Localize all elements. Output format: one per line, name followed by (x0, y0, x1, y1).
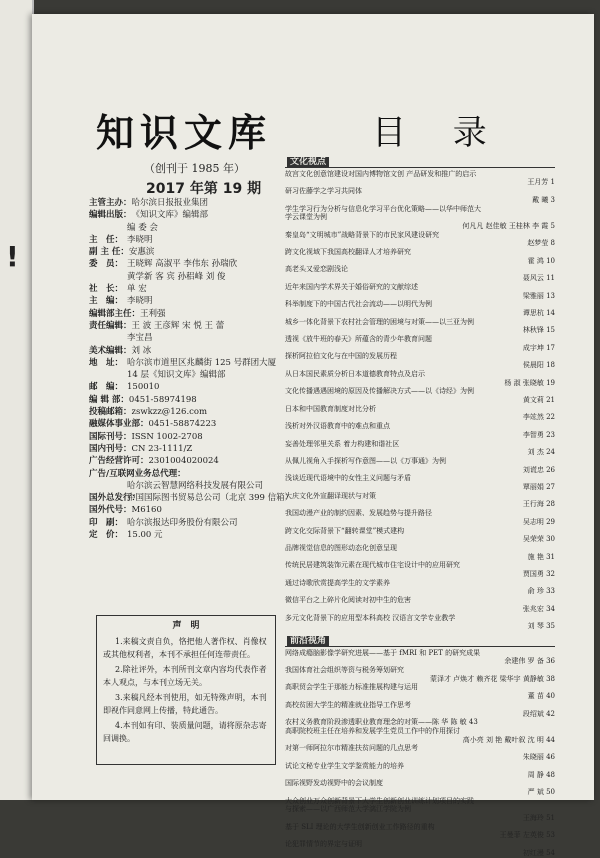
toc-entry-author-page: 张兆宏 34 (522, 604, 555, 613)
toc-entry-author-page: 王海玲 51 (522, 814, 555, 823)
toc-entry[interactable] (285, 187, 555, 204)
info-row (89, 209, 289, 221)
info-value: 安惠滨 (128, 247, 155, 258)
notice-item: 4.本刊如有印、装质量问题，请将原杂志寄回调换。 (103, 721, 267, 743)
info-value: 150010 (127, 382, 160, 393)
toc-entry[interactable] (285, 248, 555, 265)
info-key: 主管主办： (89, 198, 132, 208)
info-key: 融媒体事业部： (89, 419, 149, 430)
toc-entry-author-page: 吴志明 29 (522, 517, 555, 526)
toc-entry-title: 多元文化背景下的应用型本科高校 汉语言文学专业教学 (285, 613, 456, 622)
info-row (89, 295, 289, 307)
info-key: 主 任： (89, 234, 124, 245)
toc-title: 目 录 (372, 113, 505, 153)
toc-entry[interactable] (285, 805, 555, 822)
section-name: 文化视点 (287, 157, 329, 167)
toc-entry[interactable] (285, 170, 555, 187)
toc-entry[interactable] (285, 370, 555, 379)
toc-entry-author-page: 李智勇 23 (522, 430, 555, 439)
toc-entry-author-page: 余建伟 罗 备 36 (504, 657, 555, 666)
toc-entry-title: 大庆文化外宣翻译现状与对策 (285, 491, 376, 500)
toc-entry-author-page: 何凡凡 赵佳敏 王桂林 李 霞 5 (462, 221, 555, 230)
toc-entry-title: 跨文化视域下我国高校翻译人才培养研究 (285, 248, 411, 257)
toc-entry-title: 学云课堂为例 (285, 213, 327, 222)
info-key: 美术编辑： (89, 345, 132, 356)
toc-entry-title: 探析阿拉伯文化与在中国的发展历程 (285, 352, 397, 361)
toc-entry-author-page: 严 斌 50 (527, 787, 555, 796)
info-key: 定 价： (89, 530, 124, 541)
toc-entry[interactable] (285, 657, 555, 666)
info-value: 黄学新 客 宾 孙稆峰 刘 俊 (127, 271, 226, 282)
info-value: 刘 冰 (131, 345, 152, 356)
toc-entry-title: 试论文秘专业学生文学鉴赏能力的培养 (285, 761, 404, 770)
toc-entry[interactable] (285, 213, 555, 230)
toc-entry-author-page: 赵梦莹 8 (527, 239, 555, 248)
info-key: 编辑部主任： (89, 308, 141, 319)
info-key: 社 长： (89, 284, 124, 295)
toc-entry-title: 日本和中国教育制度对比分析 (285, 404, 376, 413)
info-row (89, 504, 289, 516)
toc-entry[interactable] (285, 405, 555, 422)
toc-entry[interactable] (285, 596, 555, 613)
toc-entry[interactable] (285, 283, 555, 300)
info-value: 王利强 (140, 308, 166, 319)
toc-entry-title: 我国动漫产业的制约因素、发展趋势与提升路径 (285, 509, 432, 518)
toc-entry-title: 城乡一体化背景下农村社会管理的困境与对策——以三亚为例 (285, 317, 474, 326)
toc-entry-author-page: 吴荣荣 30 (522, 535, 555, 544)
info-value: 0451-58974198 (128, 394, 197, 405)
toc-entry-title: 科举制度下的中国古代社会流动——以明代为例 (285, 300, 432, 309)
toc-entry-title: 大众创业万众创新背景下大学生创新创业训练计划项目的实践 (285, 796, 474, 805)
toc-entry[interactable] (285, 744, 555, 761)
info-value: 李晓明 (127, 234, 153, 245)
info-key: 印 刷： (89, 517, 124, 528)
info-key: 主 编： (89, 296, 124, 307)
toc-entry-title: 学生学习行为分析与信息化学习平台优化策略——以华中师范大 (285, 204, 481, 213)
info-value: 李宝昌 (127, 333, 153, 344)
info-value: CN 23-1111/Z (131, 443, 193, 454)
toc-entry-author-page: 刘谎忠 26 (522, 465, 555, 474)
info-row (89, 443, 289, 455)
toc-entry-title: 高老头又爱恋剧浅论 (285, 265, 348, 274)
info-row (89, 517, 289, 529)
info-value: 0451-58874223 (148, 419, 217, 430)
toc-entry[interactable] (285, 396, 555, 405)
info-value: 编 委 会 (127, 222, 158, 233)
toc-entry-title: 与探索——以广西师范大学漓江学院为例 (285, 805, 411, 814)
toc-entry[interactable] (285, 736, 555, 745)
toc-entry-title: 近年来国内学术界关于婚俗研究的文献综述 (285, 282, 418, 291)
toc-entry[interactable] (285, 352, 555, 369)
toc-entry[interactable] (285, 300, 555, 317)
info-key (89, 332, 127, 344)
info-value: 哈尔滨云智慧网络科技发展有限公司 (127, 480, 264, 491)
toc-entry-title: 高职院校班主任在培养和发展学生党员工作中的作用探讨 (285, 727, 460, 735)
toc-entry[interactable] (285, 509, 555, 526)
info-value: zswkzz@126.com (131, 407, 208, 418)
info-row (89, 345, 289, 357)
info-row (89, 308, 289, 320)
toc-entry-title: 我国体育社会组织等资与税务筹划研究 (285, 666, 404, 675)
info-row (89, 369, 289, 381)
toc-entry-title: 从日本国民素质分析日本道德教育特点及启示 (285, 369, 425, 378)
notice-title: 声 明 (172, 621, 200, 631)
info-value: 李晓明 (127, 296, 153, 307)
toc-entry-title: 秦皇岛“文明城市”战略背景下的市民家风建设研究 (285, 230, 440, 239)
toc-entry[interactable] (285, 701, 555, 718)
toc-entry-author-page: 董 苗 40 (527, 692, 555, 701)
toc-entry-title: 文化传播遇遇困境的原因及传播解决方式——以《诗经》为例 (285, 387, 474, 396)
toc-entry[interactable] (285, 205, 555, 214)
toc-entry[interactable] (285, 422, 555, 439)
info-key: 邮 编： (89, 382, 124, 393)
toc-entry-title: 传统民居建筑装饰元素在现代城市住宅设计中的应用研究 (285, 561, 460, 570)
info-key: 副 主 任： (89, 247, 129, 258)
toc-entry-author-page: 蒙泽才 卢焕才 赖齐花 梁华宇 黄静敏 38 (429, 674, 555, 683)
toc-entry[interactable] (285, 318, 555, 327)
info-key: 国外总发行： (89, 493, 141, 504)
info-key (89, 222, 127, 234)
info-row (89, 332, 289, 344)
info-key: 编辑出版： (89, 210, 132, 221)
toc-entry[interactable] (285, 474, 555, 491)
info-value: 王晓辉 高淑平 李伟东 孙瑞欣 (127, 259, 238, 270)
info-key: 国际刊号： (89, 431, 132, 442)
info-row (89, 197, 289, 209)
info-row (89, 406, 289, 418)
notice-item: 2.除社评外，本刊所刊文章内容均代表作者本人观点，与本刊立场无关。 (103, 665, 267, 687)
toc-entry-author-page: 谭思杭 14 (522, 308, 555, 317)
info-key: 国外代号： (89, 505, 132, 516)
toc-entry[interactable] (285, 492, 555, 509)
toc-entry[interactable] (285, 457, 555, 474)
info-row (89, 283, 289, 295)
toc-entry-author-page: 霍 鸿 10 (527, 256, 555, 265)
info-row (89, 431, 289, 443)
toc-entry-author-page: 王曼菲 左英俊 53 (499, 831, 555, 840)
toc-entry[interactable] (285, 622, 555, 631)
toc-entry-title: 微信平台之上碎片化阅读对初中生的危害 (285, 596, 411, 605)
info-key (89, 369, 127, 381)
info-value: 15.00 元 (127, 530, 163, 541)
info-row (89, 492, 294, 504)
info-row (89, 381, 289, 393)
info-key: 编 辑 部： (89, 394, 129, 405)
toc-entry-author-page: 刘 杰 24 (527, 448, 555, 457)
toc-entry-author-page: 聂风云 11 (522, 274, 555, 283)
toc-entry-author-page: 黄文莉 21 (522, 395, 555, 404)
toc-entry-title: 国际视野发动视野中的会议制度 (285, 779, 383, 788)
toc-entry-title: 高校贫困大学生的精准就业指导工作思考 (285, 700, 411, 709)
toc-entry[interactable] (285, 265, 555, 282)
info-key: 投稿邮箱： (89, 407, 132, 418)
info-value: 中国国际图书贸易总公司（北京 399 信箱） (127, 493, 294, 504)
toc-entry-title: 农村义务教育阶段渗透职业教育理念的对策——陈 华 陈 敏 43 (285, 718, 478, 727)
info-row (89, 357, 289, 369)
info-row (89, 418, 289, 430)
info-value: 哈尔滨日报报业集团 (131, 198, 209, 208)
toc-entry-author-page: 戴 曦 3 (532, 195, 555, 204)
toc-entry[interactable] (285, 335, 555, 352)
toc-entry-author-page: 初红漫 54 (522, 848, 555, 857)
toc-entry[interactable] (285, 683, 555, 700)
toc-entry[interactable] (285, 379, 555, 388)
toc-entry-title: 对第一师阿拉尔市精准扶贫问题的几点思考 (285, 744, 418, 753)
toc-entry[interactable] (285, 579, 555, 596)
info-row (89, 258, 289, 270)
toc-entry-title: 妄善处理邻里关系 着力构建和谐社区 (285, 439, 400, 448)
toc-entry-title: 基于 SLI 理论的大学生创新创业工作路径的重构 (285, 822, 435, 831)
info-value: 哈尔滨市道里区兆麟街 125 号群团大厦 (127, 357, 277, 368)
info-row (89, 222, 289, 234)
toc-entry-author-page: 侯晨阳 18 (522, 361, 555, 370)
toc-entry[interactable] (285, 570, 555, 579)
info-value: 王 波 王彦辉 宋 悦 王 蕾 (131, 320, 225, 331)
toc-entry-title: 网络成瘾脑影像学研究进展——基于 fMRI 和 PET 的研究成果 (285, 648, 481, 657)
toc-entry-title: 研习佐藤学之学习共同体 (285, 187, 362, 196)
info-key: 广告经营许可： (89, 456, 149, 467)
section-heading (285, 637, 555, 647)
issue-number: 2017 年第 19 期 (146, 181, 262, 197)
toc-entry-author-page: 林秋锋 15 (522, 326, 555, 335)
info-key: 责任编辑： (89, 320, 132, 331)
masthead-info (89, 197, 294, 541)
founded-note: （创刊于 1985 年） (144, 162, 245, 175)
info-value: 哈尔滨报达印务股份有限公司 (127, 517, 238, 528)
info-value: 《知识文库》编辑部 (131, 210, 209, 221)
previous-page-edge (0, 0, 34, 800)
info-row (89, 246, 289, 258)
info-row (89, 271, 289, 283)
toc-entry-title: 论犯罪情节的界定与证明 (285, 840, 362, 849)
toc-entry[interactable] (285, 326, 555, 335)
edge-mark: ! (6, 240, 19, 273)
toc-entry[interactable] (285, 544, 555, 561)
toc-entry[interactable] (285, 797, 555, 806)
toc-entry[interactable] (285, 727, 555, 736)
info-key (89, 480, 127, 492)
toc-entry-author-page: 段绍斌 42 (522, 709, 555, 718)
info-key: 地 址： (89, 357, 124, 368)
toc-entry-title: 浅谈近现代语境中的女性主义问题与矛盾 (285, 474, 411, 483)
info-value: ISSN 1002-2708 (131, 431, 203, 442)
notice-item: 1.来稿文责自负，恪把他人著作权、肖像权或其他权利者，本刊不承担任何连带责任。 (103, 637, 267, 659)
toc-entry-author-page: 李竑然 22 (522, 413, 555, 422)
table-of-contents (285, 158, 555, 858)
toc-entry-author-page: 王行海 28 (522, 500, 555, 509)
toc-entry-author-page: 梁雅丽 13 (522, 291, 555, 300)
toc-entry[interactable] (285, 718, 555, 727)
toc-entry[interactable] (285, 675, 555, 684)
journal-title: 知识文库 (96, 110, 273, 155)
info-key: 委 员： (89, 259, 124, 270)
info-row (89, 320, 289, 332)
toc-entry-author-page: 刘 琴 35 (527, 622, 555, 631)
info-value: M6160 (131, 505, 162, 516)
toc-entry-author-page: 周 静 48 (527, 770, 555, 779)
info-row (89, 394, 289, 406)
toc-entry[interactable] (285, 527, 555, 544)
info-row (89, 455, 289, 467)
toc-entry[interactable] (285, 666, 555, 675)
toc-entry[interactable] (285, 440, 555, 457)
toc-entry-author-page: 贾国勇 32 (522, 570, 555, 579)
info-value: 2301004020024 (148, 456, 219, 467)
toc-entry-title: 品牌视觉信息的图形动态化创意呈现 (285, 543, 397, 552)
toc-entry[interactable] (285, 779, 555, 796)
notice-item: 3.来稿凡经本刊使用，如无特殊声明，本刊即视作同意网上传播，特此通告。 (103, 693, 267, 715)
toc-entry-title: 高职贸会学生于那能力标准推展构建与运用 (285, 683, 418, 692)
toc-entry-author-page: 杨 淑 张晓敏 19 (504, 378, 555, 387)
toc-entry[interactable] (285, 614, 555, 623)
toc-entry-author-page: 成宇坤 17 (522, 343, 555, 352)
info-row (89, 234, 289, 246)
section-name: 前沿视角 (287, 636, 329, 646)
info-key: 国内刊号： (89, 443, 132, 454)
info-row (89, 468, 289, 480)
toc-entry-author-page: 施 艳 31 (527, 552, 555, 561)
toc-entry-author-page: 覃丽娟 27 (522, 483, 555, 492)
toc-entry[interactable] (285, 840, 555, 857)
info-key (89, 271, 127, 283)
toc-entry-title: 跨文化交际背景下“翻转课堂”模式建构 (285, 526, 405, 535)
toc-entry-author-page: 王月芳 1 (527, 178, 555, 187)
toc-entry-author-page: 高小亮 刘 艳 戴叶叙 沈 明 44 (462, 735, 555, 744)
info-key: 广告/互联网业务总代理： (89, 468, 186, 479)
toc-entry-author-page: 俞 珍 33 (527, 587, 555, 596)
info-value: 14 层《知识文库》编辑部 (127, 370, 226, 381)
toc-entry[interactable] (285, 823, 555, 832)
toc-entry-title: 故宫文化创意馆建设对国内博物馆文创 产品研发和推广的启示 (285, 169, 477, 178)
toc-entry[interactable] (285, 387, 555, 396)
info-value: 单 宏 (127, 284, 147, 295)
toc-entry[interactable] (285, 762, 555, 779)
toc-entry[interactable] (285, 231, 555, 248)
info-row (89, 480, 289, 492)
toc-entry-author-page: 朱晓丽 46 (522, 753, 555, 762)
toc-entry-title: 浅析对外汉语教育中的难点和重点 (285, 422, 390, 431)
toc-entry[interactable] (285, 561, 555, 570)
toc-entry[interactable] (285, 831, 555, 840)
section-heading (285, 158, 555, 168)
toc-entry-title: 从佩儿视角入手探析写作意图——以《万事通》为例 (285, 456, 446, 465)
toc-entry-title: 通过诗歌欣赏提高学生的文学素养 (285, 578, 390, 587)
notice-box (96, 615, 276, 765)
info-row (89, 529, 289, 541)
toc-entry-title: 透视《放牛班的春天》所蕴含的青少年教育问题 (285, 335, 432, 344)
